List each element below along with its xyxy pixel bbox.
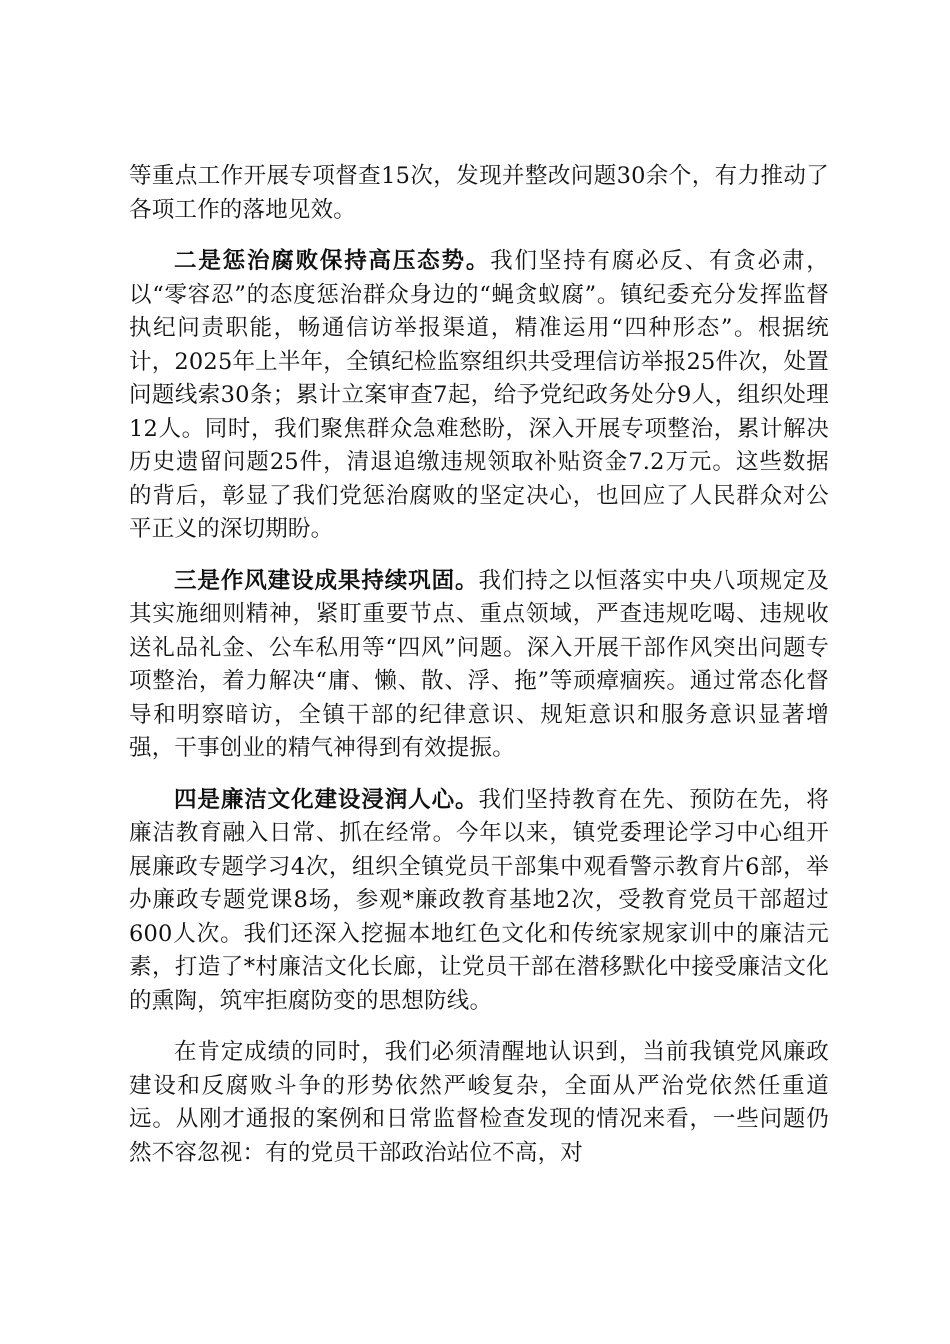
paragraph-3-text: 我们持之以恒落实中央八项规定及其实施细则精神，紧盯重要节点、重点领域，严查违规吃喝、违规收送礼品礼金、公车私用等“四风”问题。深入开展干部作风突出问题专项整治，着力解决“庸、懒、散、浮、拖”等顽瘴痼疾。通过常态化督导和明察暗访，全镇干部的纪律意识、规矩意识和服务意识显著增强，干事创业的精气神得到有效提振。 — [129, 567, 829, 761]
paragraph-2 — [129, 245, 829, 547]
paragraph-1-text: 等重点工作开展专项督查15次，发现并整改问题30余个，有力推动了各项工作的落地见效。 — [129, 163, 829, 223]
paragraph-3 — [129, 565, 829, 766]
paragraph-2-text: 我们坚持有腐必反、有贪必肃，以“零容忍”的态度惩治群众身边的“蝇贪蚁腐”。镇纪委充分发挥监督执纪问责职能，畅通信访举报渠道，精准运用“四种形态”。根据统计，2025年上半年，全镇纪检监察组织共受理信访举报25件次，处置问题线索30条；累计立案审查7起，给予党纪政务处分9人，组织处理12人。同时，我们聚焦群众急难愁盼，深入开展专项整治，累计解决历史遗留问题25件，清退追缴违规领取补贴资金7.2万元。这些数据的背后，彰显了我们党惩治腐败的坚定决心，也回应了人民群众对公平正义的深切期盼。 — [129, 248, 829, 542]
paragraph-4-lead: 四是廉洁文化建设浸润人心。 — [174, 786, 479, 813]
paragraph-3-lead: 三是作风建设成果持续巩固。 — [174, 567, 479, 594]
paragraph-5-text: 在肯定成绩的同时，我们必须清醒地认识到，当前我镇党风廉政建设和反腐败斗争的形势依然严峻复杂，全面从严治党依然任重道远。从刚才通报的案例和日常监督检查发现的情况来看，一些问题仍然不容忽视：有的党员干部政治站位不高，对 — [129, 1039, 829, 1166]
paragraph-4 — [129, 784, 829, 1019]
paragraph-1 — [129, 160, 829, 227]
document-page — [129, 160, 829, 1188]
paragraph-5 — [129, 1036, 829, 1170]
paragraph-2-lead: 二是惩治腐败保持高压态势。 — [174, 248, 491, 274]
paragraph-4-text: 我们坚持教育在先、预防在先，将廉洁教育融入日常、抓在经常。今年以来，镇党委理论学习中心组开展廉政专题学习4次，组织全镇党员干部集中观看警示教育片6部，举办廉政专题党课8场，参观*廉政教育基地2次，受教育党员干部超过600人次。我们还深入挖掘本地红色文化和传统家规家训中的廉洁元素，打造了*村廉洁文化长廊，让党员干部在潜移默化中接受廉洁文化的熏陶，筑牢拒腐防变的思想防线。 — [129, 786, 829, 1014]
